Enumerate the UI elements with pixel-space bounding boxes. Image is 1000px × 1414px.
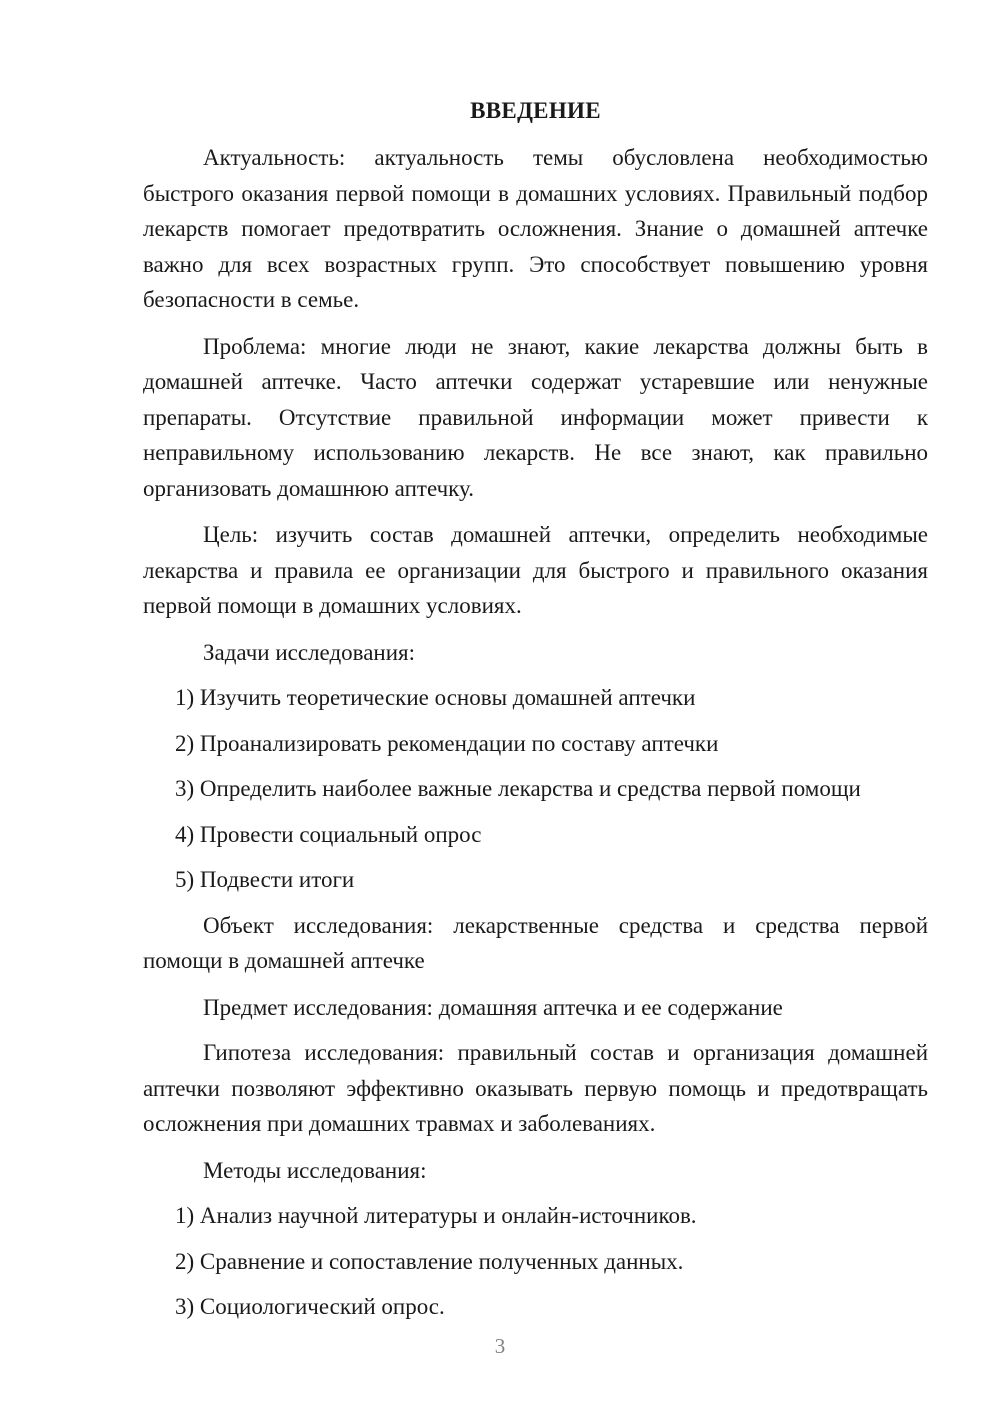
- method-item: 1) Анализ научной литературы и онлайн-источников.: [175, 1203, 697, 1228]
- subject-paragraph: Предмет исследования: домашняя аптечка и ее содержание: [203, 994, 783, 1020]
- methods-list: [143, 1198, 928, 1325]
- tasks-list: [143, 680, 928, 898]
- goal-paragraph: Цель: изучить состав домашней аптечки, определить необходимые лекарства и правила ее организации для быстрого и правильного оказания первой помощи в домашних условиях.: [143, 522, 928, 618]
- method-item: 2) Сравнение и сопоставление полученных данных.: [175, 1248, 684, 1274]
- task-item: 1) Изучить теоретические основы домашней аптечки: [175, 685, 696, 710]
- tasks-heading: Задачи исследования:: [203, 639, 416, 665]
- methods-heading: Методы исследования:: [203, 1157, 427, 1183]
- relevance-paragraph: Актуальность: актуальность темы обусловлена необходимостью быстрого оказания первой помощи в домашних условиях. Правильный подбор лекарств помогает предотвратить осложнения. Знание о домашней аптечке важно для всех возрастных групп. Это способствует повышению уровня безопасности в семье.: [143, 145, 928, 312]
- section-title: ВВЕДЕНИЕ: [470, 98, 601, 123]
- task-item: 3) Определить наиболее важные лекарства и средства первой помощи: [175, 776, 861, 801]
- task-item: 4) Провести социальный опрос: [175, 821, 482, 847]
- problem-paragraph: Проблема: многие люди не знают, какие лекарства должны быть в домашней аптечке. Часто аптечки содержат устаревшие или ненужные препараты. Отсутствие правильной информации может привести к неправильному использованию лекарств. Не все знают, как правильно организовать домашнюю аптечку.: [143, 333, 928, 501]
- object-paragraph: Объект исследования: лекарственные средства и средства первой помощи в домашней аптечке: [143, 912, 928, 973]
- page-content: [143, 96, 928, 1335]
- method-item: 3) Социологический опрос.: [175, 1294, 445, 1319]
- task-item: 5) Подвести итоги: [175, 867, 355, 892]
- task-item: 2) Проанализировать рекомендации по составу аптечки: [175, 730, 719, 756]
- hypothesis-paragraph: Гипотеза исследования: правильный состав и организация домашней аптечки позволяют эффективно оказывать первую помощь и предотвращать осложнения при домашних травмах и заболеваниях.: [143, 1040, 928, 1136]
- page-number: 3: [494, 1334, 506, 1358]
